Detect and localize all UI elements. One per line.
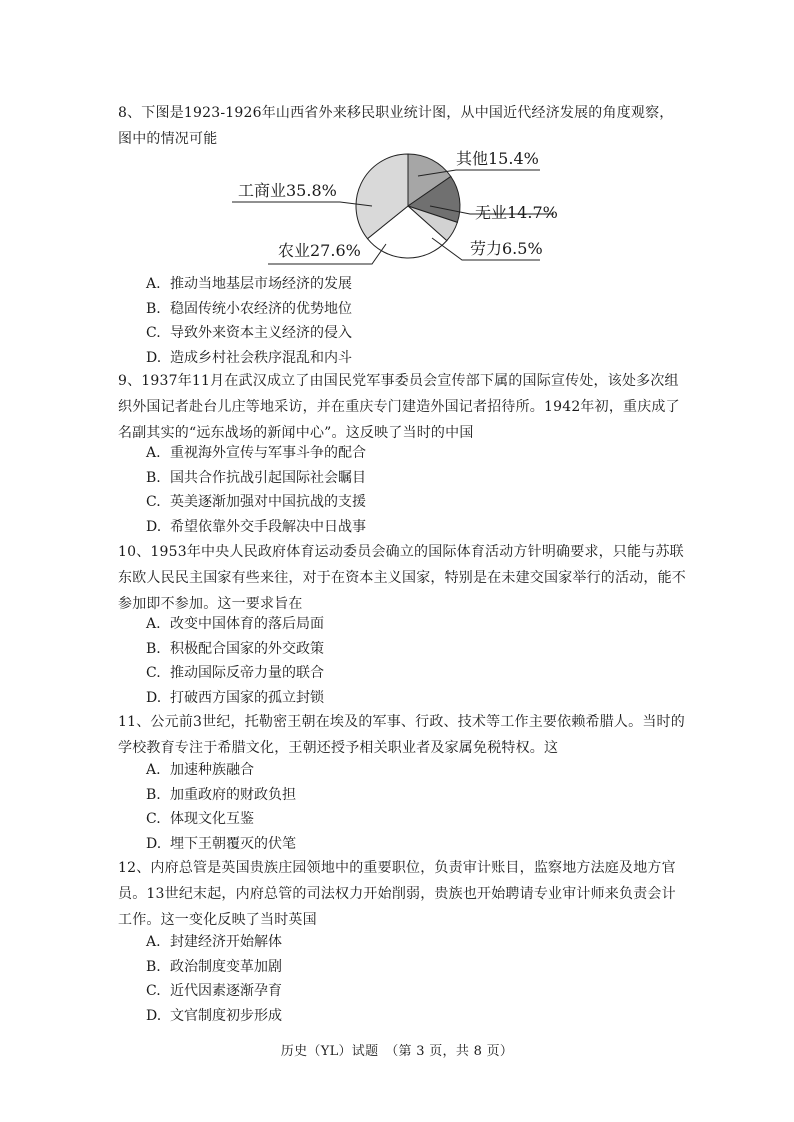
option-c[interactable]: C. 英美逐渐加强对中国抗战的支援 <box>146 494 366 511</box>
option-a[interactable]: A. 改变中国体育的落后局面 <box>146 616 324 632</box>
question-12-options <box>146 930 282 1028</box>
question-11-stem: 11、公元前3世纪，托勒密王朝在埃及的军事、行政、技术等工作主要依赖希腊人。当时的学校教育专注于希腊文化，王朝还授予相关职业者及家属免税特权。这 <box>118 714 685 756</box>
pie-slice-label: 其他15.4% <box>456 150 539 168</box>
option-b[interactable]: B. 政治制度变革加剧 <box>146 958 282 975</box>
option-c[interactable]: C. 导致外来资本主义经济的侵入 <box>146 325 352 342</box>
option-d[interactable]: D. 希望依靠外交手段解决中日战事 <box>146 518 366 535</box>
question-10-options <box>146 612 324 710</box>
option-c[interactable]: C. 推动国际反帝力量的联合 <box>146 665 324 682</box>
question-9-options <box>146 441 366 539</box>
pie-slice-label: 农业27.6% <box>278 241 361 260</box>
pie-slice-label: 工商业35.8% <box>238 181 337 200</box>
option-b[interactable]: B. 国共合作抗战引起国际社会瞩目 <box>146 469 366 486</box>
question-10-stem: 10、1953年中央人民政府体育运动委员会确立的国际体育活动方针明确要求，只能与苏联东欧人民民主国家有些来往，对于在资本主义国家，特别是在未建交国家举行的活动，能不参加即不参加。这一要求旨在 <box>118 544 686 612</box>
option-d[interactable]: D. 文官制度初步形成 <box>146 1007 282 1024</box>
option-a[interactable]: A. 封建经济开始解体 <box>146 934 282 950</box>
option-b[interactable]: B. 加重政府的财政负担 <box>146 786 296 803</box>
option-c[interactable]: C. 近代因素逐渐孕育 <box>146 983 282 1000</box>
question-12-stem: 12、内府总管是英国贵族庄园领地中的重要职位，负责审计账目，监察地方法庭及地方官员。13世纪末起，内府总管的司法权力开始削弱，贵族也开始聘请专业审计师来负责会计工作。这一变化反映了当时英国 <box>118 860 676 928</box>
option-b[interactable]: B. 积极配合国家的外交政策 <box>146 640 324 657</box>
option-a[interactable]: A. 加速种族融合 <box>146 762 254 778</box>
option-a[interactable]: A. 重视海外宣传与军事斗争的配合 <box>146 445 366 461</box>
option-b[interactable]: B. 稳固传统小农经济的优势地位 <box>146 300 352 317</box>
pie-leader-line <box>232 202 372 206</box>
page-footer: 历史（YL）试题 （第 3 页，共 8 页） <box>280 1044 514 1059</box>
option-d[interactable]: D. 造成乡村社会秩序混乱和内斗 <box>146 349 352 366</box>
question-8-options <box>146 272 352 370</box>
option-c[interactable]: C. 体现文化互鉴 <box>146 811 254 828</box>
migrant-occupation-pie-chart <box>118 150 558 270</box>
option-d[interactable]: D. 埋下王朝覆灭的伏笔 <box>146 835 296 852</box>
pie-slice-label: 劳力6.5% <box>470 239 543 258</box>
option-a[interactable]: A. 推动当地基层市场经济的发展 <box>146 276 352 292</box>
option-d[interactable]: D. 打破西方国家的孤立封锁 <box>146 689 324 706</box>
question-8-stem: 8、下图是1923-1926年山西省外来移民职业统计图，从中国近代经济发展的角度观察，图中的情况可能 <box>118 105 674 147</box>
pie-slice-label: 无业14.7% <box>475 203 558 222</box>
question-9-stem: 9、1937年11月在武汉成立了由国民党军事委员会宣传部下属的国际宣传处，该处多次组织外国记者赴台儿庄等地采访，并在重庆专门建造外国记者招待所。1942年初，重庆成了名副其实的“远东战场的新闻中心”。这反映了当时的中国 <box>118 373 680 441</box>
question-11-options <box>146 758 296 856</box>
